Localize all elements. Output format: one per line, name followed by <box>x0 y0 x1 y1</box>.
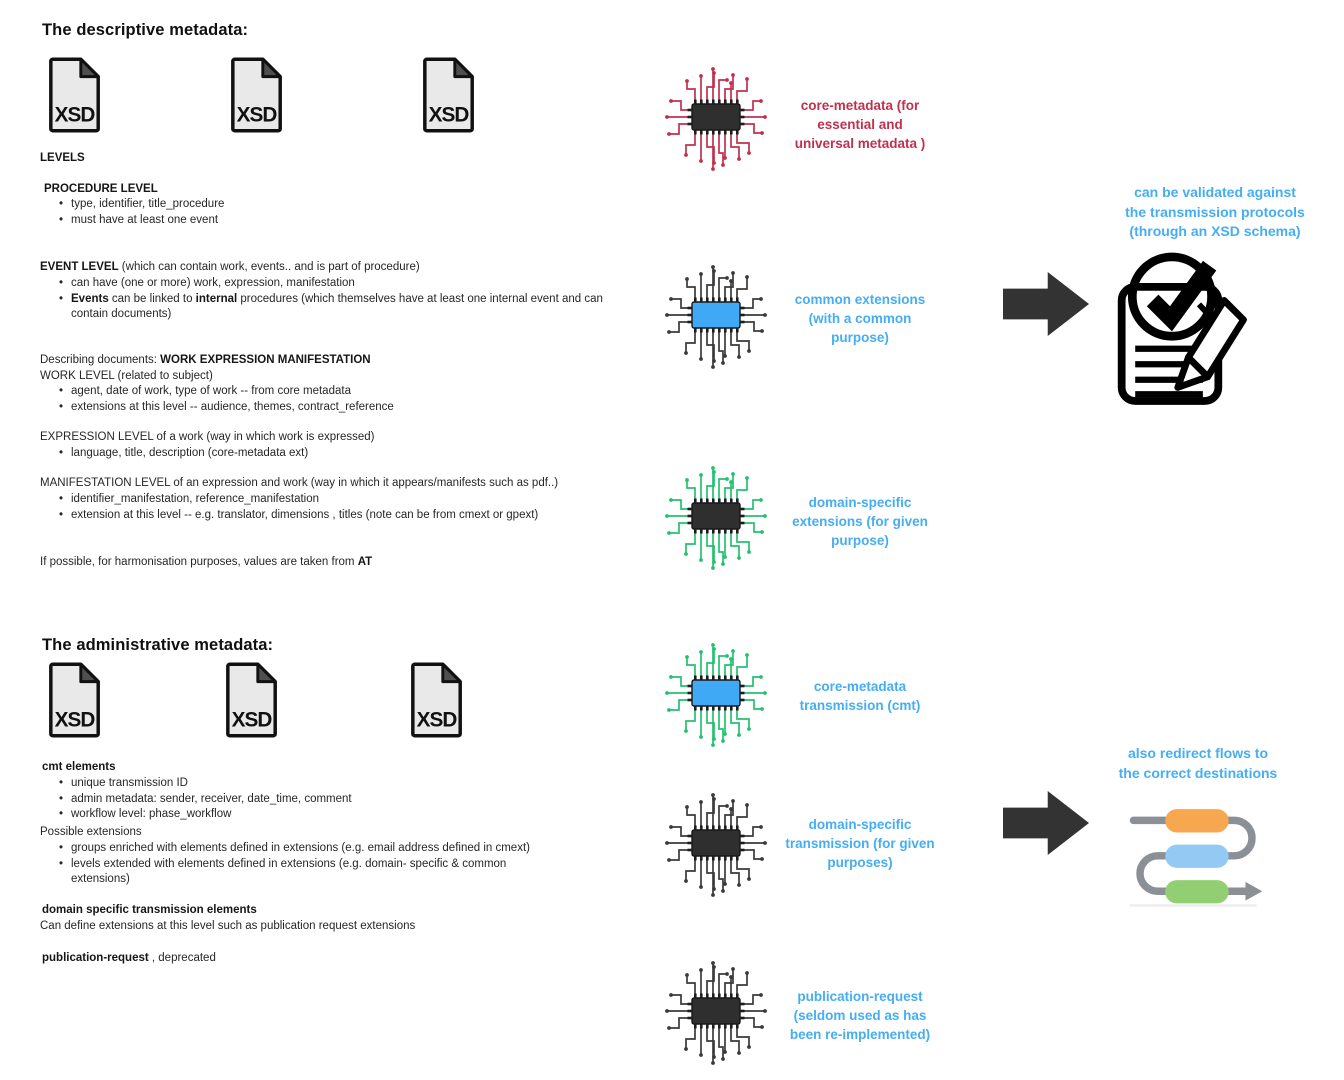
chip-label-line: universal metadata ) <box>794 136 926 151</box>
chip-label-line: domain-specific <box>808 495 912 510</box>
harmonisation-pre: If possible, for harmonisation purposes, values are taken from <box>40 556 358 568</box>
chip-label-line: transmission (for given <box>785 836 935 851</box>
list-item: • must have at least one event <box>58 213 603 229</box>
list-item: • unique transmission ID <box>58 776 603 792</box>
possible-extensions-list <box>40 841 553 888</box>
describing-pre: Describing documents: <box>40 354 161 366</box>
chip-label-line: purpose) <box>831 330 889 345</box>
chip-label-line: extensions (for given <box>792 514 928 529</box>
xsd-file-icon <box>223 660 281 740</box>
event-level-bold: EVENT LEVEL <box>40 261 119 273</box>
list-item: • admin metadata: sender, receiver, date_time, comment <box>58 792 603 808</box>
annotation-line: the transmission protocols <box>1125 203 1305 220</box>
flow-redirect-icon <box>1126 794 1266 912</box>
xsd-file-icon <box>46 660 104 740</box>
list-item: • levels extended with elements defined in extensions (e.g. domain- specific & common extensions) <box>58 857 553 888</box>
chip-label-line: transmission (cmt) <box>799 698 921 713</box>
work-level-heading: WORK LEVEL (related to subject) <box>40 370 213 382</box>
describing-bold: WORK EXPRESSION MANIFESTATION <box>160 354 371 366</box>
publication-request-rest: , deprecated <box>148 952 216 964</box>
list-item: • agent, date of work, type of work -- from core metadata <box>58 384 603 400</box>
list-item: • type, identifier, title_procedure <box>58 197 603 213</box>
validated-checklist-icon <box>1112 248 1257 408</box>
annotation-line: the correct destinations <box>1118 764 1278 781</box>
event-level-rest: (which can contain work, events.. and is part of procedure) <box>118 261 420 273</box>
chip-label-line: purposes) <box>827 855 893 870</box>
chip-label <box>745 677 975 715</box>
list-item: • language, title, description (core-metadata ext) <box>58 446 603 462</box>
chip-label-line: core-metadata (for <box>800 98 920 113</box>
list-item: • workflow level: phase_workflow <box>58 807 603 823</box>
domain-transmission-heading: domain specific transmission elements <box>42 904 257 916</box>
domain-transmission-text: Can define extensions at this level such as publication request extensions <box>40 920 416 932</box>
descriptive-title: The descriptive metadata: <box>42 21 249 39</box>
list-item: • extension at this level -- e.g. translator, dimensions , titles (note can be from cmext or gpext) <box>58 508 618 524</box>
procedure-level-heading: PROCEDURE LEVEL <box>44 183 158 195</box>
events-mid: can be linked to <box>108 292 196 305</box>
chip-label-line: common extensions <box>794 292 926 307</box>
list-item: • extensions at this level -- audience, themes, contract_reference <box>58 400 603 416</box>
chip-label <box>745 987 975 1044</box>
levels-heading: LEVELS <box>40 152 85 164</box>
chip-label-line: core-metadata <box>813 679 907 694</box>
chip-label-line: been re-implemented) <box>789 1027 931 1042</box>
cmt-elements-list <box>40 776 603 823</box>
list-item: • can have (one or more) work, expression, manifestation <box>58 276 603 292</box>
chip-label-line: (with a common <box>808 311 912 326</box>
events-bold: Events <box>71 292 109 305</box>
validate-annotation <box>1100 183 1330 242</box>
chip-label-line: publication-request <box>797 989 923 1004</box>
publication-request-line <box>42 951 602 967</box>
annotation-line: (through an XSD schema) <box>1129 223 1301 239</box>
chip-label <box>745 815 975 872</box>
right-arrow-icon <box>1003 272 1089 336</box>
chip-label-line: (seldom used as has <box>793 1008 927 1023</box>
redirect-annotation <box>1083 744 1313 783</box>
list-item: • identifier_manifestation, reference_manifestation <box>58 492 618 508</box>
chip-label-line: domain-specific <box>808 817 912 832</box>
annotation-line: also redirect flows to <box>1127 745 1269 761</box>
internal-bold: internal <box>195 292 238 305</box>
harmonisation-bold: AT <box>357 556 373 568</box>
chip-label-line: purpose) <box>831 533 889 548</box>
expression-level-heading: EXPRESSION LEVEL of a work (way in which work is expressed) <box>40 431 375 443</box>
chip-label <box>745 290 975 347</box>
right-arrow-icon <box>1003 791 1089 855</box>
chip-label <box>745 96 975 153</box>
chip-label-line: essential and <box>817 117 903 132</box>
administrative-section <box>40 0 620 1080</box>
annotation-line: can be validated against <box>1134 184 1296 200</box>
list-item: • groups enriched with elements defined in extensions (e.g. email address defined in cmext) <box>58 841 553 857</box>
administrative-title: The administrative metadata: <box>42 636 274 654</box>
possible-extensions-heading: Possible extensions <box>40 826 142 838</box>
xsd-file-icon <box>408 660 466 740</box>
chip-label <box>745 493 975 550</box>
publication-request-bold: publication-request <box>42 952 149 964</box>
manifestation-level-heading: MANIFESTATION LEVEL of an expression and work (way in which it appears/manifests such as pdf..) <box>40 477 559 489</box>
events-rest: procedures (which themselves have at least one internal event and can contain documents) <box>71 292 603 320</box>
cmt-elements-heading: cmt elements <box>42 761 116 773</box>
